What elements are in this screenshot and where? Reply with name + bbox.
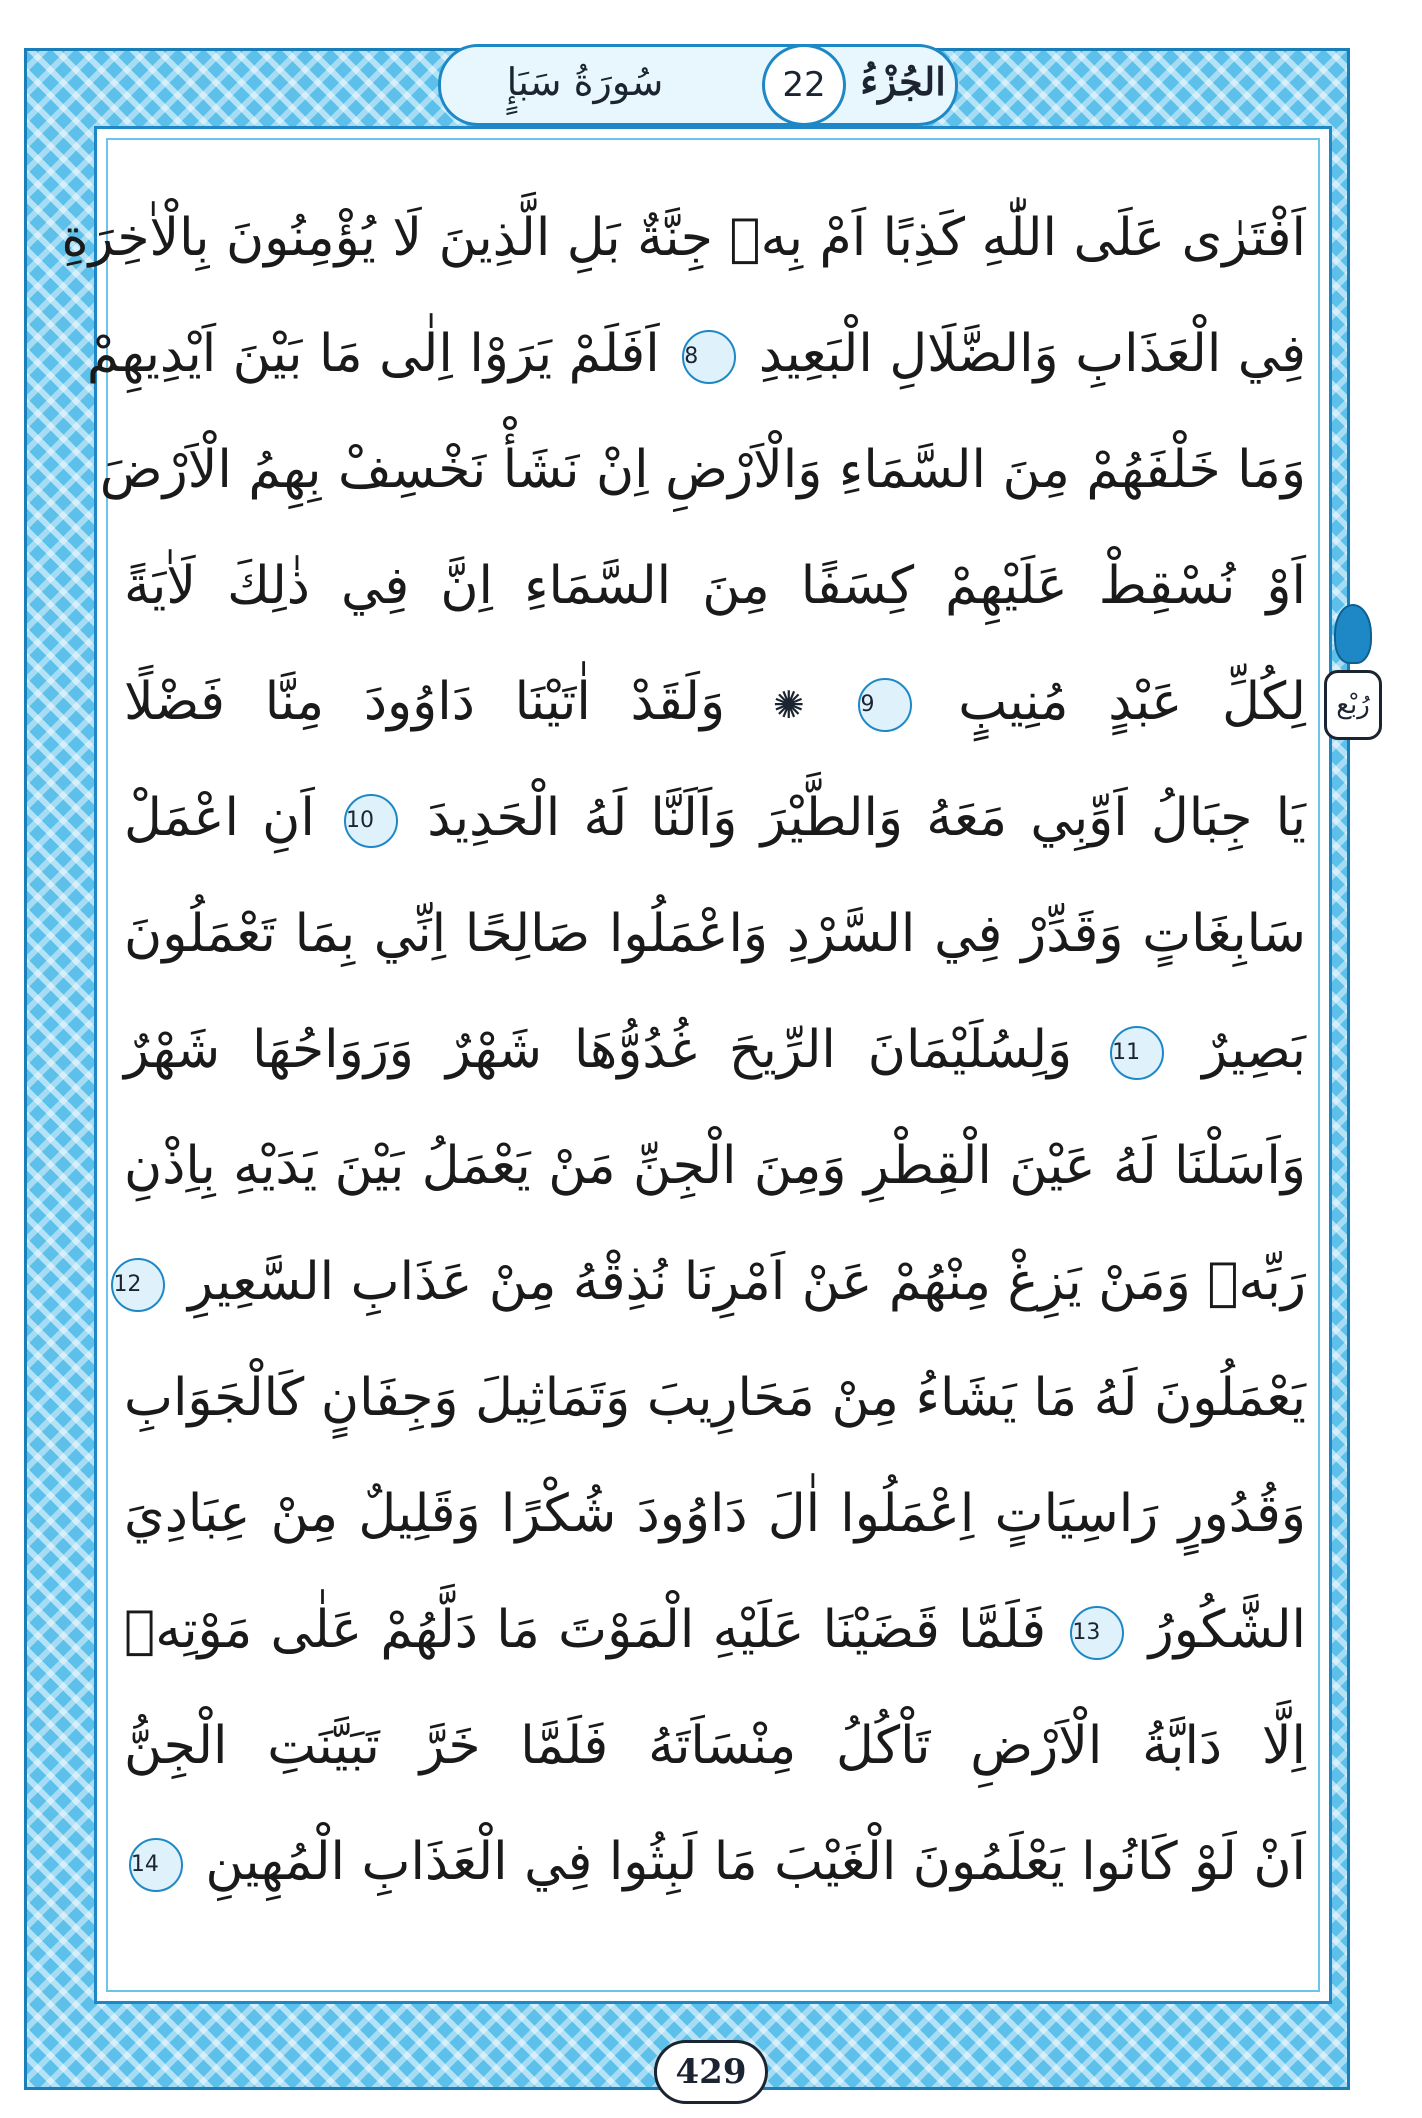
verse-number-marker: 12 xyxy=(111,1258,165,1312)
verse-line xyxy=(124,1108,1306,1224)
verse-text: اَوْ نُسْقِطْ عَلَيْهِمْ كِسَفًا مِنَ السَّمَاءِ اِنَّ فِي ذٰلِكَ لَاٰيَةً xyxy=(124,556,1306,616)
verse-line xyxy=(124,644,1306,760)
verse-text: فَلَمَّا قَضَيْنَا عَلَيْهِ الْمَوْتَ مَا دَلَّهُمْ عَلٰى مَوْتِهٖ xyxy=(124,1600,1047,1660)
verse-block xyxy=(61,180,1307,1920)
verse-number-marker: 8 xyxy=(682,330,736,384)
verse-text: اَنِ اعْمَلْ xyxy=(124,788,315,848)
verse-line xyxy=(124,992,1306,1108)
verse-text: اَفَلَمْ يَرَوْا اِلٰى مَا بَيْنَ اَيْدِيهِمْ xyxy=(86,324,660,384)
juz-label: الجُزْءُ xyxy=(860,59,946,104)
verse-number-marker: 13 xyxy=(1070,1606,1124,1660)
verse-number-marker: 14 xyxy=(129,1838,183,1892)
verse-line xyxy=(124,876,1306,992)
verse-text: الشَّكُورُ xyxy=(1148,1600,1306,1660)
verse-line xyxy=(86,296,1306,412)
verse-text: يَا جِبَالُ اَوِّبِي مَعَهُ وَالطَّيْرَ وَاَلَنَّا لَهُ الْحَدِيدَ xyxy=(427,788,1306,848)
verse-line xyxy=(124,1456,1306,1572)
verse-text: لِكُلِّ عَبْدٍ مُنِيبٍ xyxy=(958,672,1307,732)
verse-number-marker: 10 xyxy=(344,794,398,848)
verse-line xyxy=(124,1340,1306,1456)
rub-marker xyxy=(1322,604,1384,754)
verse-line xyxy=(124,1572,1306,1688)
verse-line xyxy=(124,528,1306,644)
verse-text: اِلَّا دَابَّةُ الْاَرْضِ تَاْكُلُ مِنْسَاَتَهُ فَلَمَّا خَرَّ تَبَيَّنَتِ الْجِنُّ xyxy=(124,1716,1306,1776)
verse-text: وَمَا خَلْفَهُمْ مِنَ السَّمَاءِ وَالْاَرْضِ اِنْ نَشَأْ نَخْسِفْ بِهِمُ الْاَرْضَ xyxy=(99,440,1306,500)
rub-star-icon: ✺ xyxy=(772,683,805,727)
verse-text: وَلَقَدْ اٰتَيْنَا دَاوُودَ مِنَّا فَضْلًا xyxy=(124,672,726,732)
verse-text: وَاَسَلْنَا لَهُ عَيْنَ الْقِطْرِ وَمِنَ الْجِنِّ مَنْ يَعْمَلُ بَيْنَ يَدَيْهِ بِاِذْنِ xyxy=(124,1136,1306,1196)
verse-text: وَقُدُورٍ رَاسِيَاتٍ اِعْمَلُوا اٰلَ دَاوُودَ شُكْرًا وَقَلِيلٌ مِنْ عِبَادِيَ xyxy=(124,1484,1306,1544)
verse-text: رَبِّهٖ وَمَنْ يَزِغْ مِنْهُمْ عَنْ اَمْرِنَا نُذِقْهُ مِنْ عَذَابِ السَّعِيرِ xyxy=(187,1252,1306,1312)
verse-text: اَفْتَرٰى عَلَى اللّٰهِ كَذِبًا اَمْ بِهٖ جِنَّةٌ بَلِ الَّذِينَ لَا يُؤْمِنُونَ بِالْاٰخِرَةِ xyxy=(61,208,1306,268)
verse-text: فِي الْعَذَابِ وَالضَّلَالِ الْبَعِيدِ xyxy=(758,324,1306,384)
verse-number-marker: 9 xyxy=(858,678,912,732)
floral-ornament-icon xyxy=(1334,604,1372,664)
page-number: 429 xyxy=(654,2040,768,2104)
verse-text: يَعْمَلُونَ لَهُ مَا يَشَاءُ مِنْ مَحَارِيبَ وَتَمَاثِيلَ وَجِفَانٍ كَالْجَوَابِ xyxy=(124,1368,1306,1428)
verse-line xyxy=(99,412,1306,528)
verse-text: سَابِغَاتٍ وَقَدِّرْ فِي السَّرْدِ وَاعْمَلُوا صَالِحًا اِنِّي بِمَا تَعْمَلُونَ xyxy=(124,904,1306,964)
verse-line xyxy=(124,760,1306,876)
verse-text: بَصِيرٌ xyxy=(1202,1020,1307,1080)
verse-line xyxy=(113,1224,1306,1340)
rub-label: رُبْع xyxy=(1324,670,1382,740)
verse-line xyxy=(124,1688,1306,1804)
surah-title: سُورَةُ سَبَإٍ xyxy=(506,60,664,104)
verse-line xyxy=(61,180,1306,296)
verse-text: اَنْ لَوْ كَانُوا يَعْلَمُونَ الْغَيْبَ مَا لَبِثُوا فِي الْعَذَابِ الْمُهِينِ xyxy=(205,1832,1306,1892)
verse-line xyxy=(124,1804,1306,1920)
verse-text: وَلِسُلَيْمَانَ الرِّيحَ غُدُوُّهَا شَهْرٌ وَرَوَاحُهَا شَهْرٌ xyxy=(124,1020,1073,1080)
juz-number-badge: 22 xyxy=(762,44,846,126)
verse-number-marker: 11 xyxy=(1110,1026,1164,1080)
